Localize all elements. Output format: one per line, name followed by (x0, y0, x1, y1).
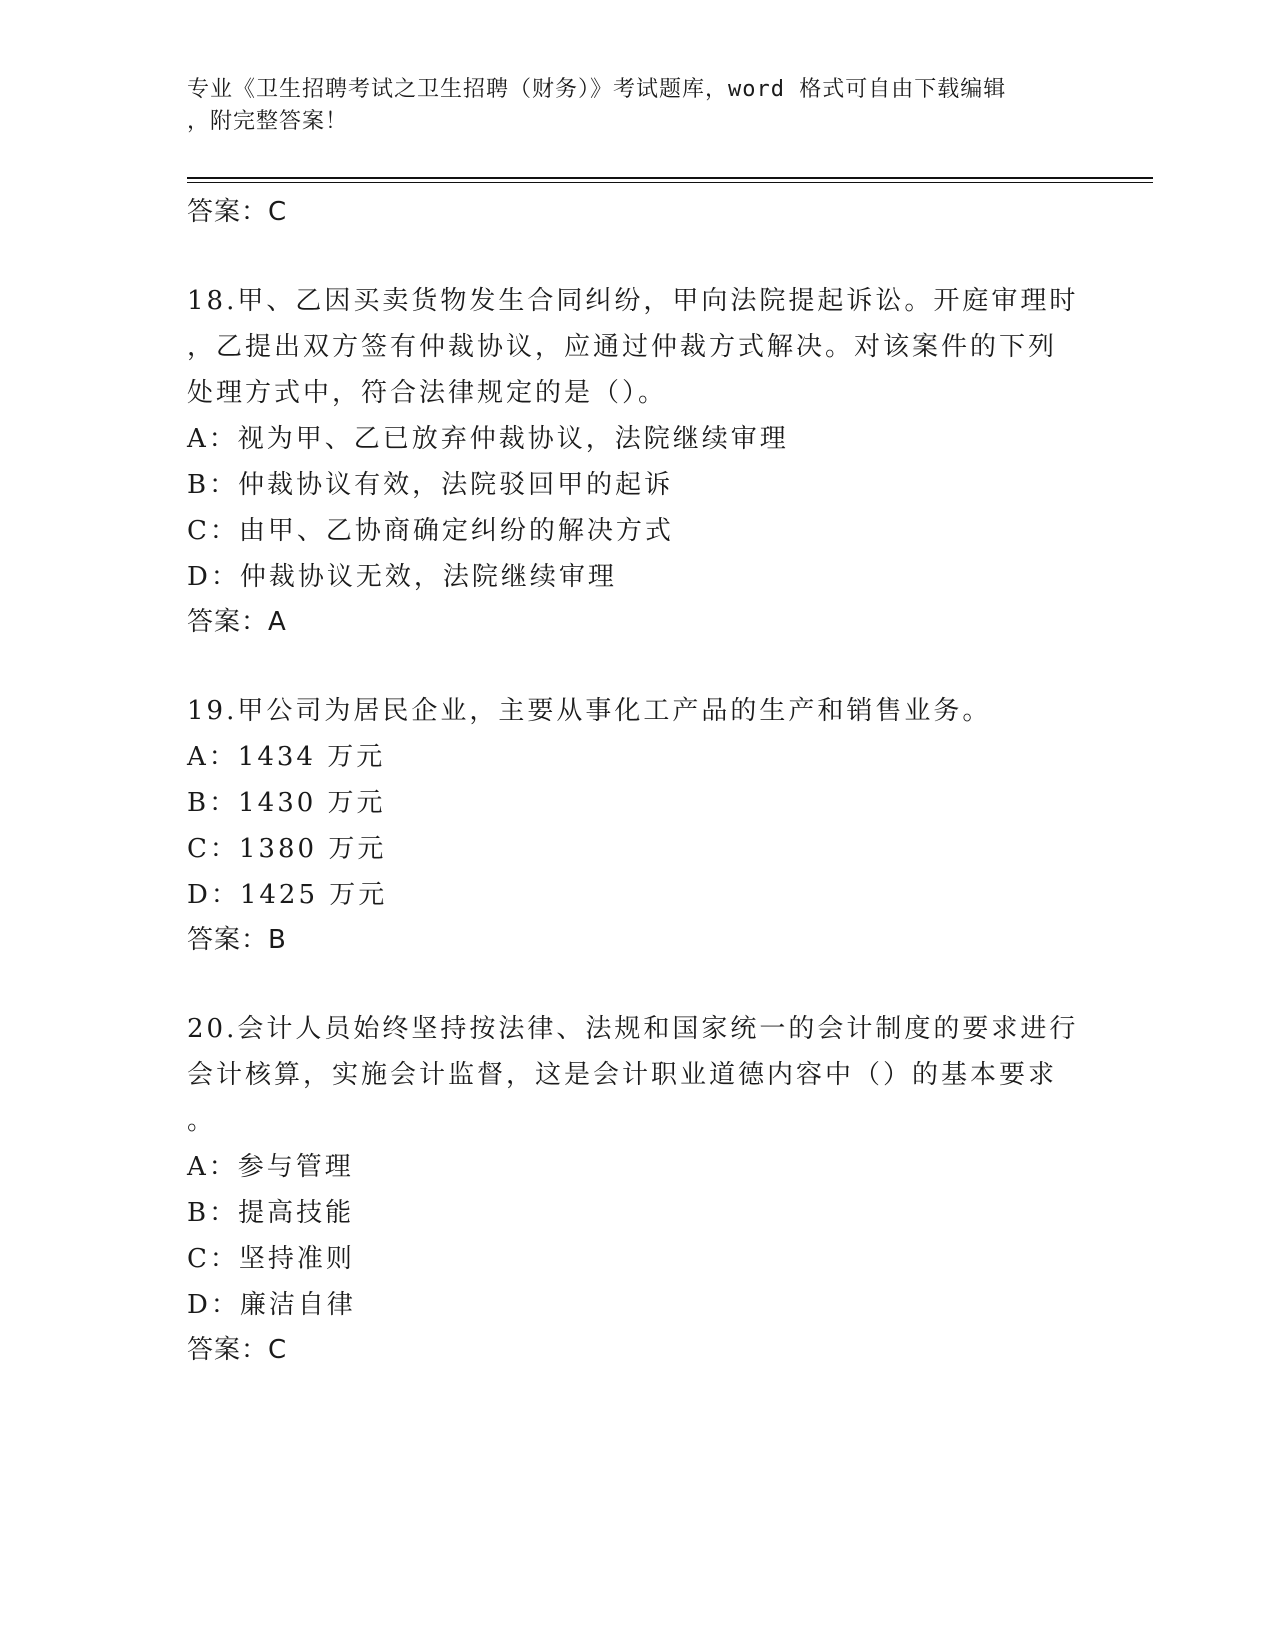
question-18-option-a: A：视为甲、乙已放弃仲裁协议，法院继续审理 (187, 424, 789, 454)
question-20 (187, 1006, 1087, 1372)
question-18-line-1: 18.甲、乙因买卖货物发生合同纠纷，甲向法院提起诉讼。开庭审理时 (187, 286, 1079, 316)
header-divider-thin (187, 182, 1153, 183)
question-18-line-2: ，乙提出双方签有仲裁协议，应通过仲裁方式解决。对该案件的下列 (187, 332, 1058, 362)
question-18-line-3: 处理方式中，符合法律规定的是（）。 (187, 378, 668, 408)
question-18-option-d: D：仲裁协议无效，法院继续审理 (187, 562, 617, 592)
document-header (187, 74, 1067, 138)
question-20-line-2: 会计核算，实施会计监督，这是会计职业道德内容中（）的基本要求 (187, 1060, 1058, 1090)
header-line-1: 专业《卫生招聘考试之卫生招聘（财务）》考试题库，word 格式可自由下载编辑 (187, 77, 1007, 102)
question-20-line-3: 。 (187, 1106, 217, 1136)
question-20-option-d: D：廉洁自律 (187, 1290, 356, 1320)
question-19-line-1: 19.甲公司为居民企业，主要从事化工产品的生产和销售业务。 (187, 696, 992, 726)
question-19-answer: 答案：B (187, 925, 287, 955)
question-20-answer: 答案：C (187, 1335, 288, 1365)
question-19-option-b: B：1430 万元 (187, 788, 386, 818)
question-19-option-d: D：1425 万元 (187, 880, 388, 910)
question-18-option-c: C：由甲、乙协商确定纠纷的解决方式 (187, 516, 674, 546)
header-divider (187, 177, 1153, 179)
question-19 (187, 688, 1087, 962)
question-20-option-b: B：提高技能 (187, 1198, 355, 1228)
answer-17: 答案：C (187, 197, 288, 227)
question-18-answer: 答案：A (187, 607, 287, 637)
question-18 (187, 278, 1087, 644)
document-body (187, 190, 1087, 1372)
question-20-line-1: 20.会计人员始终坚持按法律、法规和国家统一的会计制度的要求进行 (187, 1014, 1079, 1044)
question-18-option-b: B：仲裁协议有效，法院驳回甲的起诉 (187, 470, 674, 500)
question-20-option-c: C：坚持准则 (187, 1244, 355, 1274)
question-19-option-a: A：1434 万元 (187, 742, 386, 772)
question-19-option-c: C：1380 万元 (187, 834, 387, 864)
question-20-option-a: A：参与管理 (187, 1152, 354, 1182)
header-line-2: ，附完整答案！ (187, 109, 349, 134)
